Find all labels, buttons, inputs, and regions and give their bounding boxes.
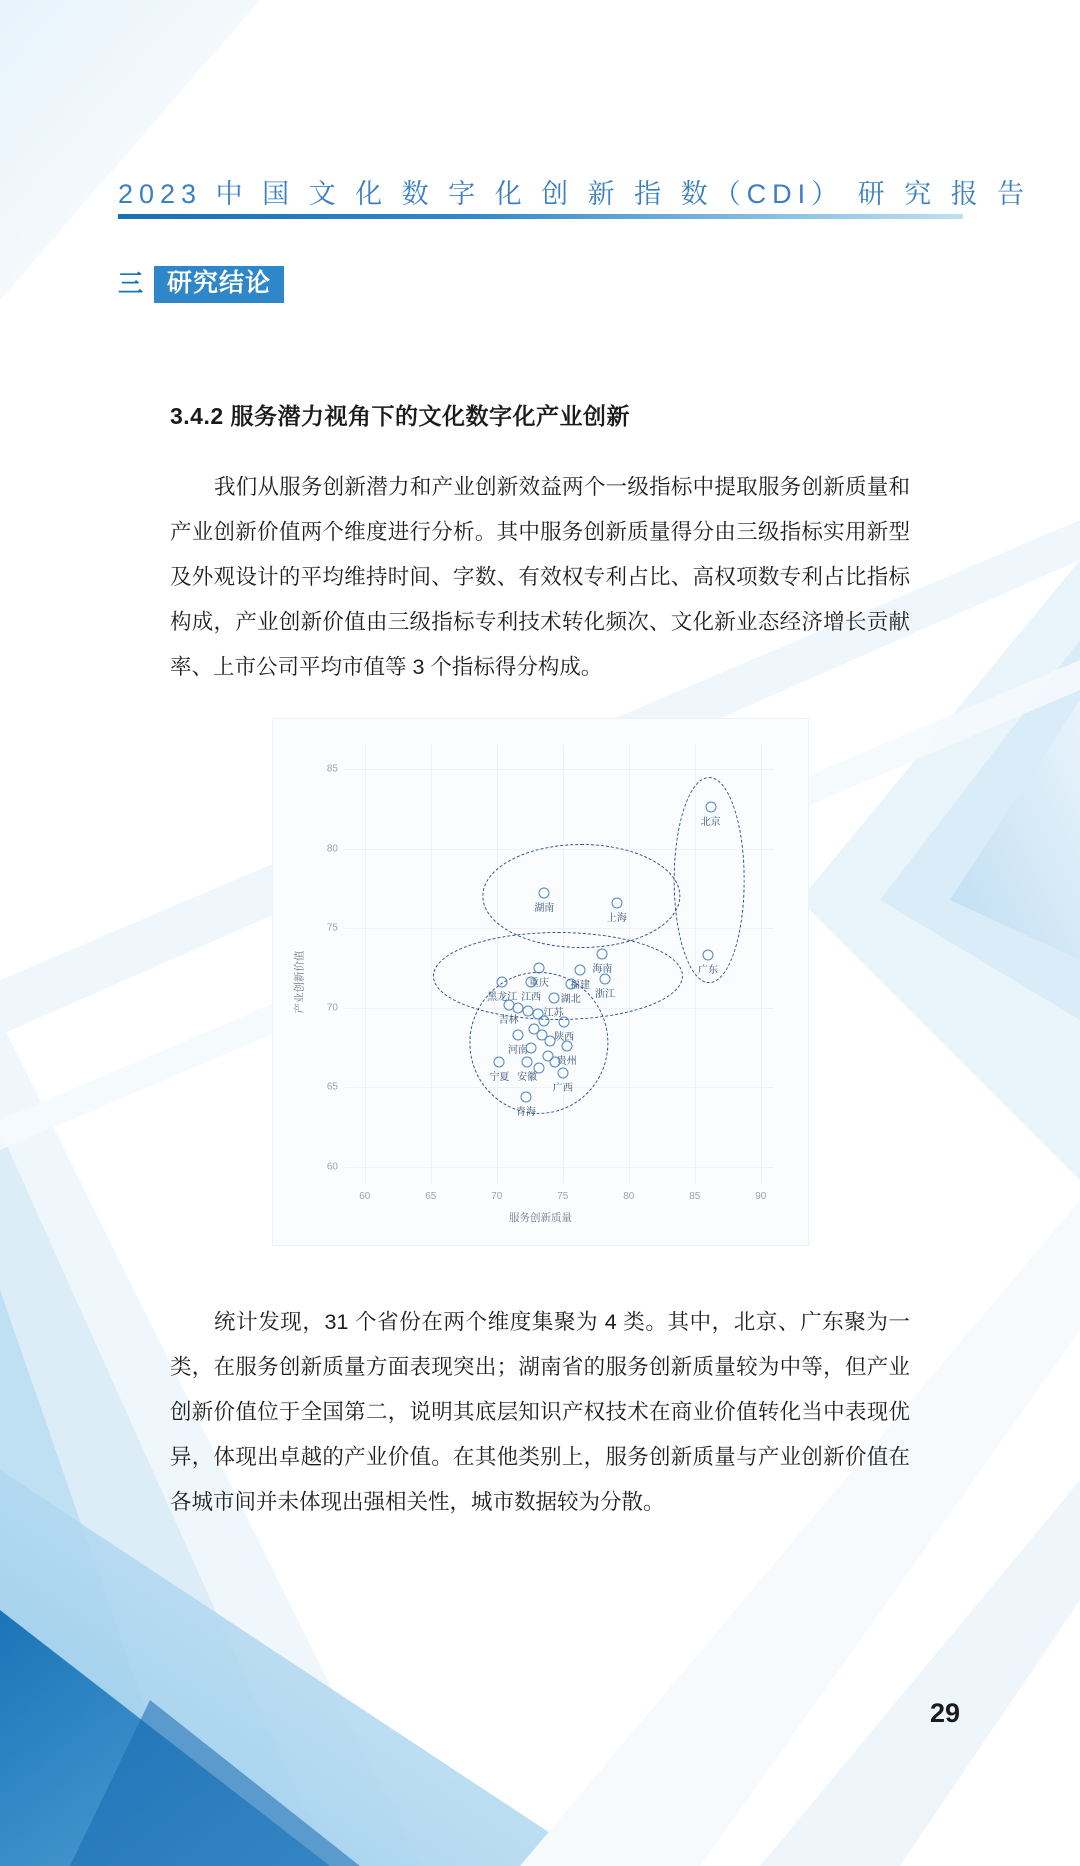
chart-point — [544, 1036, 555, 1047]
chart-x-tick: 75 — [557, 1191, 569, 1202]
chart-point — [539, 1015, 550, 1026]
chart-point — [512, 1029, 523, 1040]
paragraph-2: 统计发现，31 个省份在两个维度集聚为 4 类。其中，北京、广东聚为一类，在服务创新质量方面表现突出；湖南省的服务创新质量较为中等，但产业创新价值位于全国第二，说明其底层知识产权技术在商业价值转化当中表现优异，体现出卓越的产业价值。在其他类别上，服务创新质量与产业创新价值在各城市间并未体现出强相关性，城市数据较为分散。 — [170, 1310, 910, 1514]
chart-x-tick: 65 — [425, 1191, 437, 1202]
chart-point — [534, 1063, 545, 1074]
chart-point — [548, 993, 559, 1004]
chart-point — [561, 1041, 572, 1052]
page-title: 3.4.2 服务潜力视角下的文化数字化产业创新 — [170, 403, 631, 429]
chart-point-label: 湖南 — [534, 903, 555, 915]
section-number: 三 — [118, 270, 144, 298]
chart-gridline — [345, 769, 774, 770]
chart-point-label: 海南 — [592, 963, 613, 975]
chart-point-label: 贵州 — [556, 1056, 577, 1068]
chart-gridline-vertical — [431, 745, 432, 1183]
chart-y-tick: 80 — [326, 843, 338, 855]
chart-gridline — [345, 1167, 774, 1168]
chart-point — [497, 977, 508, 988]
chart-plot-area — [326, 745, 774, 1202]
chart-point-label: 黑龙江 — [487, 992, 518, 1004]
chart-point-label: 江西 — [521, 992, 542, 1004]
section-title: 研究结论 — [154, 266, 284, 303]
chart-x-tick: 60 — [359, 1191, 371, 1202]
paragraph-1: 我们从服务创新潜力和产业创新效益两个一级指标中提取服务创新质量和产业创新价值两个维度进行分析。其中服务创新质量得分由三级指标实用新型及外观设计的平均维持时间、字数、有效权专利占比、高权项数专利占比指标构成，产业创新价值由三级指标专利技术转化频次、文化新业态经济增长贡献率、上市公司平均市值等 3 个指标得分构成。 — [170, 475, 910, 679]
chart-point — [705, 802, 716, 813]
chart-y-tick: 60 — [326, 1161, 338, 1173]
chart-point — [557, 1068, 568, 1079]
chart-point — [534, 962, 545, 973]
chart-gridline-vertical — [761, 745, 762, 1183]
chart-point-label: 福建 — [569, 979, 590, 991]
chart-point — [549, 1056, 560, 1067]
chart-y-tick: 65 — [326, 1081, 338, 1093]
chart-point-label: 北京 — [700, 817, 721, 829]
page-number: 29 — [929, 1698, 960, 1728]
chart-x-tick: 85 — [689, 1191, 701, 1202]
chart-point-label: 浙江 — [595, 989, 616, 1001]
chart-point-label: 河南 — [507, 1044, 528, 1056]
chart-point — [512, 1002, 523, 1013]
chart-point — [565, 978, 576, 989]
chart-x-tick: 70 — [491, 1191, 503, 1202]
chart-point-label: 广西 — [552, 1083, 573, 1095]
chart-x-tick: 80 — [623, 1191, 635, 1202]
chart-point — [539, 888, 550, 899]
chart-point — [559, 1017, 570, 1028]
chart-y-tick: 75 — [326, 922, 338, 934]
chart-x-tick: 90 — [755, 1191, 767, 1202]
chart-point — [520, 1091, 531, 1102]
chart-point-label: 广东 — [698, 965, 718, 977]
chart-point — [703, 950, 714, 961]
chart-x-axis-label: 服务创新质量 — [509, 1212, 572, 1224]
chart-y-axis-label: 产业创新价值 — [293, 950, 306, 1014]
chart-point-label: 江苏 — [543, 1008, 564, 1020]
chart-point-label: 重庆 — [529, 977, 550, 989]
chart-point — [597, 948, 608, 959]
chart-point-label: 吉林 — [498, 1014, 519, 1026]
chart-point-label: 安徽 — [517, 1071, 538, 1083]
chart-point — [494, 1056, 505, 1067]
chart-point — [526, 1042, 537, 1053]
chart-point — [611, 897, 622, 908]
chart-point — [600, 974, 611, 985]
chart-point — [526, 977, 537, 988]
chart-point-label: 湖北 — [560, 993, 581, 1005]
chart-y-tick: 70 — [326, 1002, 338, 1014]
chart-point — [574, 964, 585, 975]
chart-point — [522, 1056, 533, 1067]
chart-point-label: 宁夏 — [489, 1071, 510, 1083]
chart-point-label: 青海 — [515, 1106, 536, 1118]
scatter-chart — [272, 718, 809, 1246]
chart-point-label: 陕西 — [554, 1032, 575, 1044]
header-rule — [118, 214, 963, 219]
chart-gridline-vertical — [365, 745, 366, 1183]
section-tag — [118, 266, 284, 303]
running-header: 2023 中 国 文 化 数 字 化 创 新 指 数（CDI） 研 究 报 告 — [118, 179, 1031, 209]
chart-point-label: 上海 — [606, 912, 627, 924]
chart-y-tick: 85 — [326, 763, 338, 775]
